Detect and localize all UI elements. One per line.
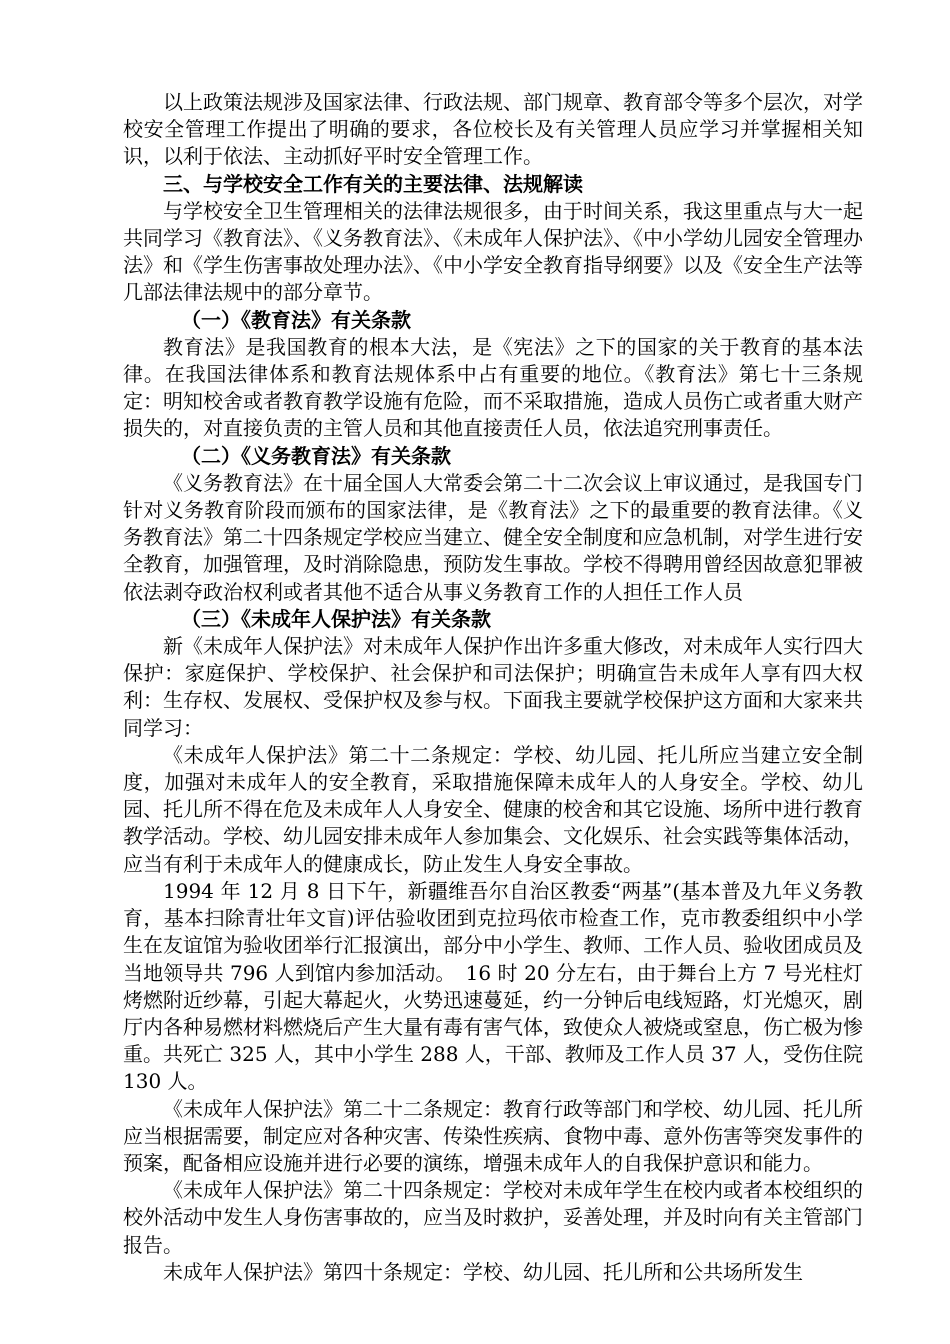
- paragraph-karamay-fire-case: 1994 年 12 月 8 日下午，新疆维吾尔自治区教委“两基”(基本普及九年义务教育，基本扫除青壮年文盲)评估验收团到克拉玛依市检查工作，克市教委组织中小学生在友谊馆为验收团举行汇报演出，部分中小学生、教师、工作人员、验收团成员及当地领导共 796 人到馆内参加活动。 16 时 20 分左右，由于舞台上方 7 号光柱灯烤燃附近纱幕，引起大幕起火，火势迅速蔓延，约一分钟后电线短路，灯光熄灭，剧厅内各种易燃材料燃烧后产生大量有毒有害气体，致使众人被烧或窒息，伤亡极为惨重。共死亡 325 人，其中小学生 288 人，干部、教师及工作人员 37 人，受伤住院 130 人。: [123, 878, 863, 1094]
- document-body: [123, 89, 863, 1286]
- paragraph-article-22-emergency: 《未成年人保护法》第二十二条规定：教育行政等部门和学校、幼儿园、托儿所应当根据需要，制定应对各种灾害、传染性疾病、食物中毒、意外伤害等突发事件的预案，配备相应设施并进行必要的演练，增强未成年人的自我保护意识和能力。: [123, 1096, 863, 1175]
- subheading-education-law: （一）《教育法》有关条款: [181, 307, 411, 332]
- paragraph-compulsory-education-law: 《义务教育法》在十届全国人大常委会第二十二次会议上审议通过，是我国专门针对义务教育阶段而颁布的国家法律，是《教育法》之下的最重要的教育法律。《义务教育法》第二十四条规定学校应当建立、健全安全制度和应急机制，对学生进行安全教育，加强管理，及时消除隐患，预防发生事故。学校不得聘用曾经因故意犯罪被依法剥夺政治权利或者其他不适合从事义务教育工作的人担任工作人员: [123, 470, 863, 604]
- subheading-compulsory-education-law: （二）《义务教育法》有关条款: [181, 443, 451, 468]
- subheading-minors-protection-law: （三）《未成年人保护法》有关条款: [181, 606, 491, 631]
- paragraph-education-law: 教育法》是我国教育的根本大法，是《宪法》之下的国家的关于教育的基本法律。在我国法律体系和教育法规体系中占有重要的地位。《教育法》第七十三条规定：明知校舍或者教育教学设施有危险，而不采取措施，造成人员伤亡或者重大财产损失的，对直接负责的主管人员和其他直接责任人员，依法追究刑事责任。: [123, 334, 863, 441]
- section-heading-law-interpretation: 三、与学校安全工作有关的主要法律、法规解读: [163, 171, 583, 196]
- paragraph-minors-protection-intro: 新《未成年人保护法》对未成年人保护作出许多重大修改，对未成年人实行四大保护：家庭保护、学校保护、社会保护和司法保护；明确宣告未成年人享有四大权利：生存权、发展权、受保护权及参与权。下面我主要就学校保护这方面和大家来共同学习：: [123, 634, 863, 740]
- paragraph-article-22-safety: 《未成年人保护法》第二十二条规定：学校、幼儿园、托儿所应当建立安全制度，加强对未成年人的安全教育，采取措施保障未成年人的人身安全。学校、幼儿园、托儿所不得在危及未成年人人身安全、健康的校舍和其它设施、场所中进行教育教学活动。学校、幼儿园安排未成年人参加集会、文化娱乐、社会实践等集体活动，应当有利于未成年人的健康成长，防止发生人身安全事故。: [123, 742, 863, 876]
- paragraph-policy-summary: 以上政策法规涉及国家法律、行政法规、部门规章、教育部令等多个层次，对学校安全管理工作提出了明确的要求，各位校长及有关管理人员应学习并掌握相关知识，以利于依法、主动抓好平时安全管理工作。: [123, 90, 863, 169]
- paragraph-laws-overview: 与学校安全卫生管理相关的法律法规很多，由于时间关系，我这里重点与大一起共同学习《教育法》、《义务教育法》、《未成年人保护法》、《中小学幼儿园安全管理办法》和《学生伤害事故处理办法》、《中小学安全教育指导纲要》以及《安全生产法等几部法律法规中的部分章节。: [123, 198, 863, 305]
- paragraph-article-40: 未成年人保护法》第四十条规定：学校、幼儿园、托儿所和公共场所发生: [163, 1259, 803, 1284]
- paragraph-article-24-injury: 《未成年人保护法》第二十四条规定：学校对未成年学生在校内或者本校组织的校外活动中发生人身伤害事故的，应当及时救护，妥善处理，并及时向有关主管部门报告。: [123, 1178, 863, 1257]
